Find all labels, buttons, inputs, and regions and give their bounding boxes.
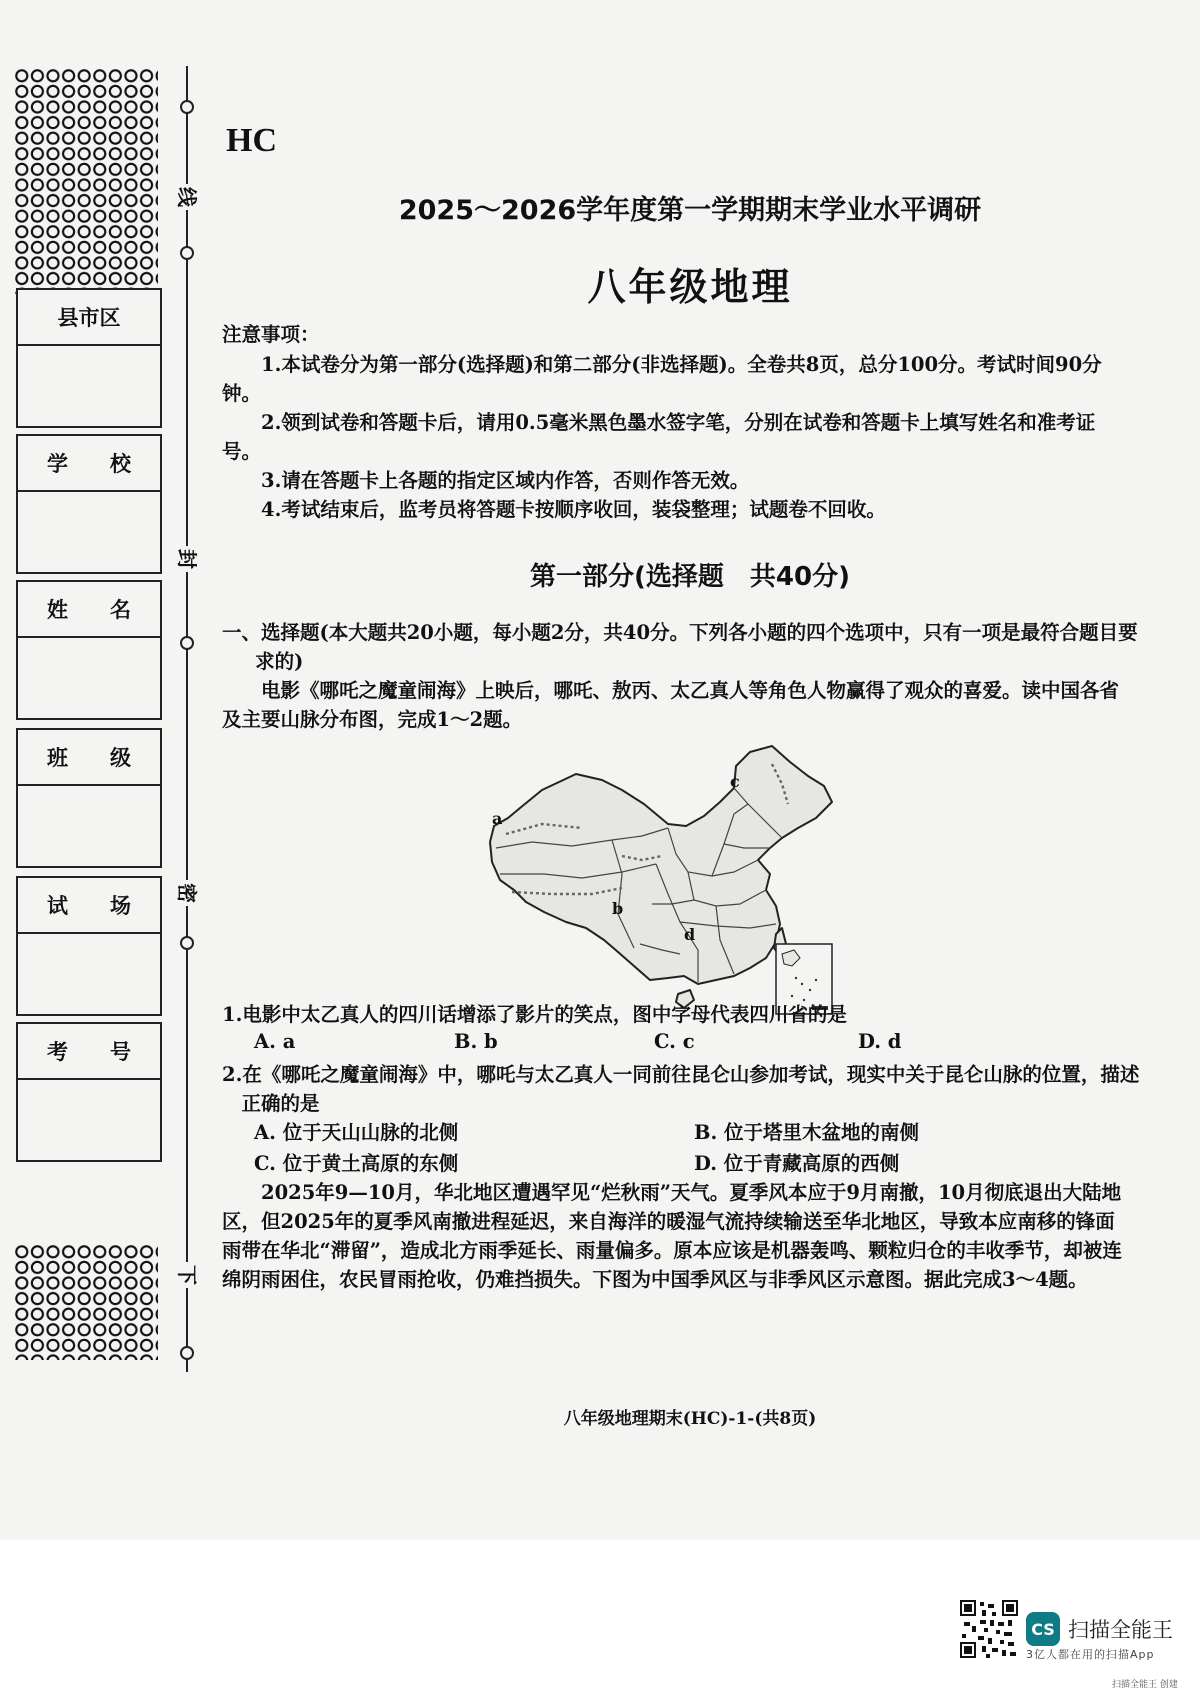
field-label-exam-number: 考 号 xyxy=(18,1024,160,1080)
field-name xyxy=(16,580,162,720)
binding-dots-bottom xyxy=(14,1244,158,1360)
q2-options xyxy=(254,1118,1134,1178)
q2-stem: 2.在《哪吒之魔童闹海》中，哪吒与太乙真人一同前往昆仑山参加考试，现实中关于昆仑山脉的位置，描述正确的是 xyxy=(222,1063,1140,1115)
passage-2: 2025年9—10月，华北地区遭遇罕见“烂秋雨”天气。夏季风本应于9月南撤，10月彻底退出大陆地区，但2025年的夏季风南撤进程延迟，来自海洋的暖湿气流持续输送至华北地区，导致本应南移的锋面雨带在华北“滞留”，造成北方雨季延长、雨量偏多。原本应该是机器轰鸣、颗粒归仓的丰收季节，却被连绵阴雨困住，农民冒雨抢收，仍难挡损失。下图为中国季风区与非季风区示意图。据此完成3～4题。 xyxy=(222,1181,1122,1291)
binding-dots-top xyxy=(14,68,158,294)
map-label-c: c xyxy=(730,772,740,791)
binding-circle xyxy=(180,636,194,650)
camscanner-credit: 扫描全能王 创建 xyxy=(1112,1680,1178,1690)
notice-heading: 注意事项： xyxy=(222,323,320,346)
qr-code-icon xyxy=(960,1600,1018,1658)
margin-char-seal: 封 xyxy=(174,546,200,572)
notice-item-4: 4.考试结束后，监考员将答题卡按顺序收回，装袋整理；试题卷不回收。 xyxy=(261,498,886,521)
map-label-d: d xyxy=(684,925,696,944)
field-county xyxy=(16,288,162,428)
field-label-school: 学 校 xyxy=(18,436,160,492)
notice-item-2: 2.领到试卷和答题卡后，请用0.5毫米黑色墨水签字笔，分别在试卷和答题卡上填写姓名和准考证号。 xyxy=(222,411,1096,463)
map-label-a: a xyxy=(492,809,503,828)
field-label-name: 姓 名 xyxy=(18,582,160,638)
q1-option-c: C. c xyxy=(654,1030,695,1053)
q1-option-d: D. d xyxy=(858,1030,902,1053)
field-label-class: 班 级 xyxy=(18,730,160,786)
field-room xyxy=(16,876,162,1016)
camscanner-tagline: 3亿人都在用的扫描App xyxy=(1026,1648,1155,1661)
exam-title: 2025～2026学年度第一学期期末学业水平调研 xyxy=(398,195,982,226)
camscanner-name: 扫描全能王 xyxy=(1068,1618,1173,1642)
margin-char-secret: 密 xyxy=(174,880,200,906)
field-exam-number xyxy=(16,1022,162,1162)
map-label-b: b xyxy=(612,899,624,918)
binding-line xyxy=(186,66,188,1372)
exam-subject: 八年级地理 xyxy=(587,265,793,309)
q1-option-b: B. b xyxy=(454,1030,498,1053)
binding-circle xyxy=(180,936,194,950)
binding-circle xyxy=(180,246,194,260)
field-school xyxy=(16,434,162,574)
notice-item-1: 1.本试卷分为第一部分(选择题)和第二部分(非选择题)。全卷共8页，总分100分。考试时间90分钟。 xyxy=(222,353,1102,405)
paper-code: HC xyxy=(226,122,277,159)
binding-circle xyxy=(180,100,194,114)
margin-char-line: 线 xyxy=(174,184,200,210)
q2-option-c: C. 位于黄土高原的东侧 xyxy=(254,1152,459,1175)
q2-option-a: A. 位于天山山脉的北侧 xyxy=(254,1121,459,1144)
passage-1: 电影《哪吒之魔童闹海》上映后，哪吒、敖丙、太乙真人等角色人物赢得了观众的喜爱。读中国各省及主要山脉分布图，完成1～2题。 xyxy=(222,679,1120,731)
field-class xyxy=(16,728,162,868)
china-map xyxy=(472,744,882,1040)
notice-item-3: 3.请在答题卡上各题的指定区域内作答，否则作答无效。 xyxy=(261,469,750,492)
field-label-room: 试 场 xyxy=(18,878,160,934)
q2-option-b: B. 位于塔里木盆地的南侧 xyxy=(694,1121,920,1144)
field-label-county: 县市区 xyxy=(18,290,160,346)
q1-option-a: A. a xyxy=(254,1030,296,1053)
section-intro: 一、选择题(本大题共20小题，每小题2分，共40分。下列各小题的四个选项中，只有一项是最符合题目要求的) xyxy=(222,621,1138,673)
part1-title: 第一部分(选择题 共40分) xyxy=(530,562,850,592)
binding-circle xyxy=(180,1346,194,1360)
q1-options xyxy=(254,1030,1134,1053)
q1-stem: 1.电影中太乙真人的四川话增添了影片的笑点，图中字母代表四川省的是 xyxy=(222,1003,847,1026)
camscanner-logo: CS xyxy=(1026,1612,1060,1646)
q2-option-d: D. 位于青藏高原的西侧 xyxy=(694,1152,900,1175)
page-footer: 八年级地理期末(HC)-1-(共8页) xyxy=(563,1409,817,1429)
margin-char-down: 下 xyxy=(174,1262,200,1288)
